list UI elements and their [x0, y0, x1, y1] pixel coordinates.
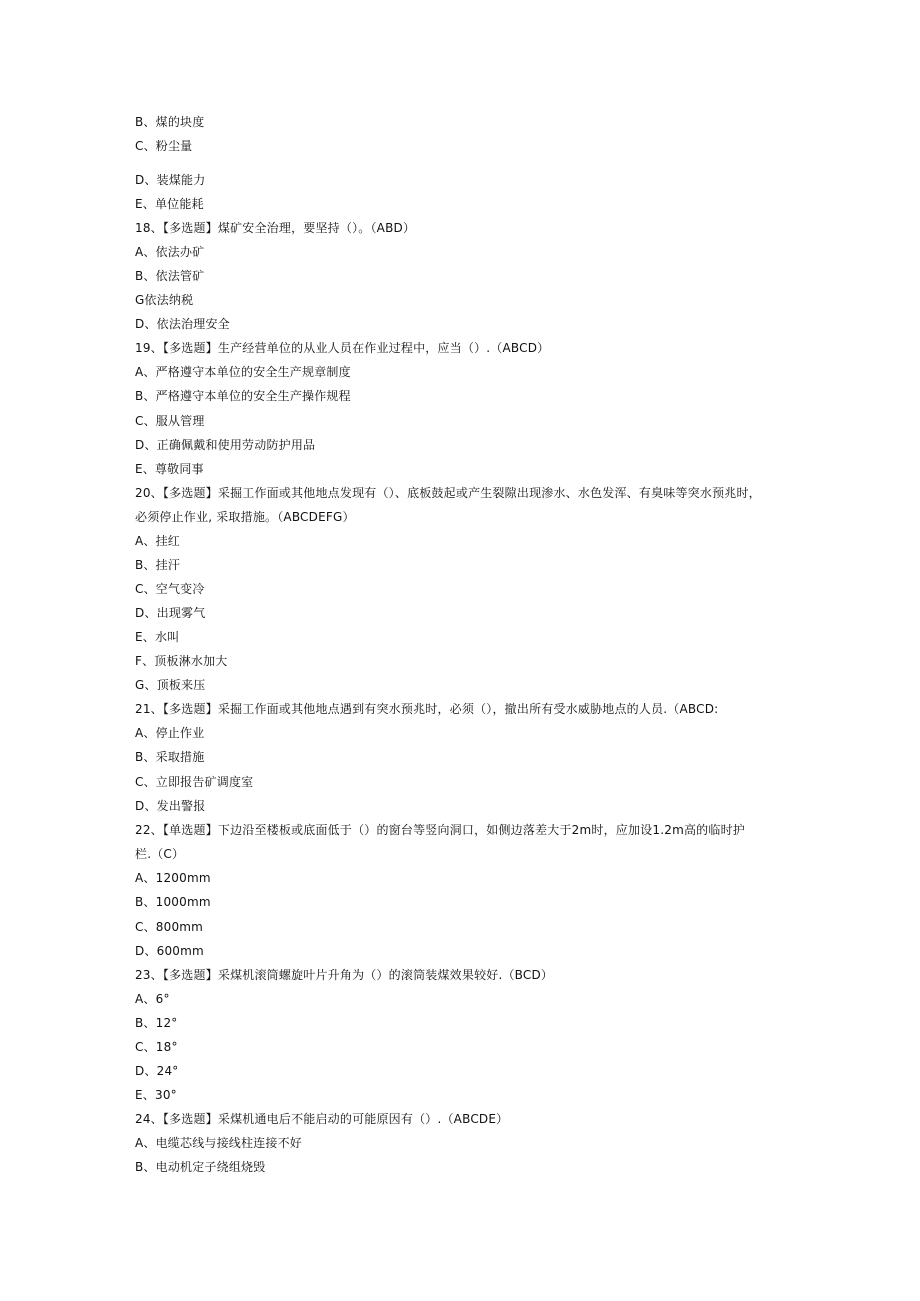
- text-line: E、单位能耗: [135, 197, 204, 211]
- question-text: 18、【多选题】煤矿安全治理，要坚持（）。（ABD）: [135, 221, 416, 235]
- text-line: B、严格遵守本单位的安全生产操作规程: [135, 389, 351, 403]
- text-line: C、立即报告矿调度室: [135, 775, 254, 789]
- text-line: D、依法治理安全: [135, 317, 230, 331]
- text-line: F、顶板淋水加大: [135, 654, 228, 668]
- text-line: C、粉尘量: [135, 139, 193, 153]
- text-line: E、尊敬同事: [135, 462, 204, 476]
- text-line: B、1000mm: [135, 895, 211, 909]
- text-line: D、正确佩戴和使用劳动防护用品: [135, 438, 316, 452]
- text-line: G、顶板来压: [135, 678, 206, 692]
- text-line: B、挂汗: [135, 558, 181, 572]
- text-line: C、空气变冷: [135, 582, 205, 596]
- question-text: 20、【多选题】采掘工作面或其他地点发现有（）、底板鼓起或产生裂隙出现渗水、水色发浑、有臭味等突水预兆时，: [135, 486, 761, 500]
- text-line: A、电缆芯线与接线柱连接不好: [135, 1136, 303, 1150]
- text-line: C、800mm: [135, 920, 204, 934]
- question-text: 19、【多选题】生产经营单位的从业人员在作业过程中，应当（）.（ABCD）: [135, 341, 550, 355]
- question-text: 必须停止作业, 采取措施。（ABCDEFG）: [135, 510, 355, 524]
- text-line: B、采取措施: [135, 750, 205, 764]
- text-line: A、挂红: [135, 534, 181, 548]
- text-line: C、服从管理: [135, 414, 205, 428]
- text-line: D、装煤能力: [135, 173, 206, 187]
- text-line: A、依法办矿: [135, 245, 205, 259]
- text-line: A、停止作业: [135, 726, 205, 740]
- text-line: C、18°: [135, 1040, 178, 1054]
- question-text: 23、【多选题】采煤机滚筒螺旋叶片升角为（）的滚筒装煤效果较好.（BCD）: [135, 968, 554, 982]
- text-line: E、30°: [135, 1088, 177, 1102]
- text-line: G依法纳税: [135, 293, 194, 307]
- text-line: B、煤的块度: [135, 115, 205, 129]
- text-line: A、1200mm: [135, 871, 211, 885]
- text-line: A、严格遵守本单位的安全生产规章制度: [135, 365, 351, 379]
- question-text: 24、【多选题】采煤机通电后不能启动的可能原因有（）.（ABCDE）: [135, 1112, 509, 1126]
- text-line: B、12°: [135, 1016, 178, 1030]
- text-line: D、24°: [135, 1064, 179, 1078]
- text-line: B、依法管矿: [135, 269, 205, 283]
- text-line: D、出现雾气: [135, 606, 206, 620]
- text-line: A、6°: [135, 992, 170, 1006]
- text-line: B、电动机定子绕组烧毁: [135, 1160, 266, 1174]
- question-text: 21、【多选题】采掘工作面或其他地点遇到有突水预兆时，必须（），撤出所有受水威胁地点的人员.（ABCD:: [135, 702, 719, 716]
- text-line: D、发出警报: [135, 799, 206, 813]
- text-line: E、水叫: [135, 630, 180, 644]
- text-line: D、600mm: [135, 944, 204, 958]
- question-text: 22、【单选题】下边沿至楼板或底面低于（）的窗台等竖向洞口，如侧边落差大于2m时，应加设1.2m高的临时护: [135, 823, 745, 837]
- question-text: 栏.（C）: [135, 847, 185, 861]
